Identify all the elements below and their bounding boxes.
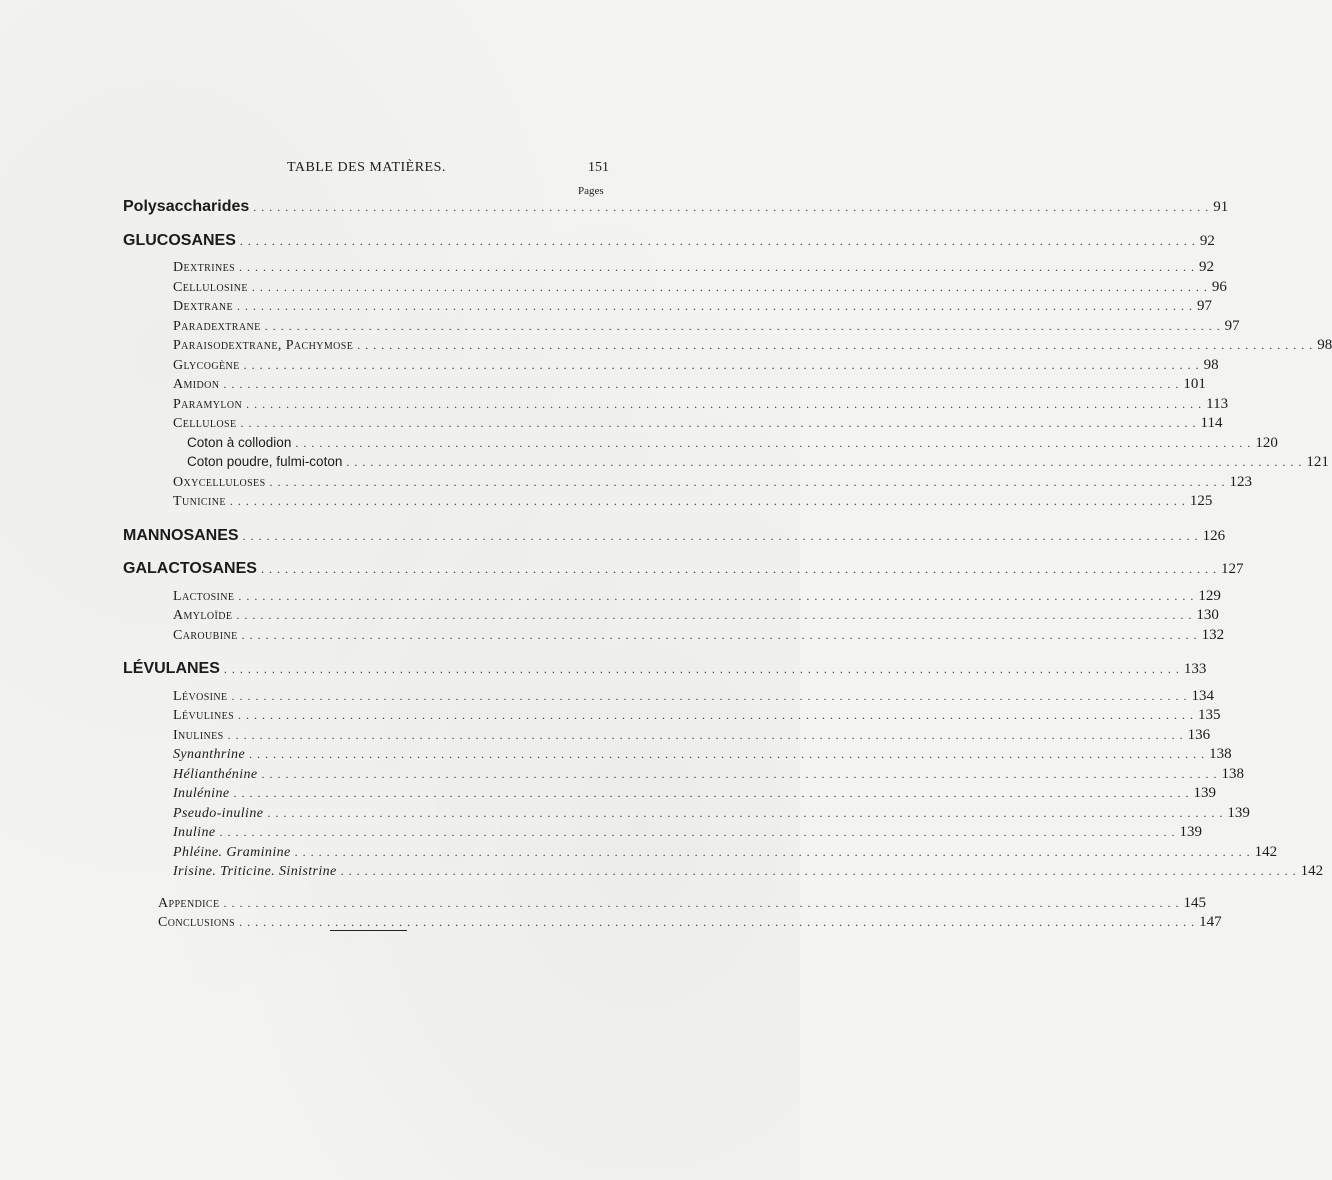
toc-entry-page: 127	[1220, 561, 1244, 577]
page-title: TABLE DES MATIÈRES.	[287, 160, 446, 175]
dot-leader: . . . . . . . . . . . . . . . . . . . . . . . . . . . . . . . . . . . . . . . . . . . . . . . . . . . . . . . . . . . . . . . . . . . . . . . . . . . . . . . . . . . . . . . . . . . . . . . . . . . . . . . . . . . . . . . . . . . . . . . .	[260, 562, 1217, 576]
dot-leader: . . . . . . . . . . . . . . . . . . . . . . . . . . . . . . . . . . . . . . . . . . . . . . . . . . . . . . . . . . . . . . . . . . . . . . . . . . . . . . . . . . . . . . . . . . . . . . . . . . . . . . . . . . . . . . . . . . . . . . . .	[239, 233, 1196, 248]
dot-leader: . . . . . . . . . . . . . . . . . . . . . . . . . . . . . . . . . . . . . . . . . . . . . . . . . . . . . . . . . . . . . . . . . . . . . . . . . . . . . . . . . . . . . . . . . . . . . . . . . . . . . . . . . . . . . . . . . . . . . . . .	[223, 377, 1180, 391]
dot-leader: . . . . . . . . . . . . . . . . . . . . . . . . . . . . . . . . . . . . . . . . . . . . . . . . . . . . . . . . . . . . . . . . . . . . . . . . . . . . . . . . . . . . . . . . . . . . . . . . . . . . . . . . . . . . . . . . . . . . . . . .	[264, 318, 1221, 333]
dot-leader: . . . . . . . . . . . . . . . . . . . . . . . . . . . . . . . . . . . . . . . . . . . . . . . . . . . . . . . . . . . . . . . . . . . . . . . . . . . . . . . . . . . . . . . . . . . . . . . . . . . . . . . . . . . . . . . . . . . . . . . .	[219, 825, 1176, 839]
toc-entry-title: Lactosine	[173, 588, 235, 604]
toc-entry-title: Tunicine	[173, 494, 226, 509]
table-of-contents	[0, 198, 1332, 934]
toc-entry	[0, 231, 1215, 252]
dot-leader: . . . . . . . . . . . . . . . . . . . . . . . . . . . . . . . . . . . . . . . . . . . . . . . . . . . . . . . . . . . . . . . . . . . . . . . . . . . . . . . . . . . . . . . . . . . . . . . . . . . . . . . . . . . . . . . . . . . . . . . .	[233, 786, 1190, 800]
toc-entry	[0, 337, 1332, 357]
toc-entry-page: 98	[1317, 337, 1332, 353]
toc-entry-title: MANNOSANES	[123, 526, 239, 544]
toc-entry-title: Inulines	[173, 727, 224, 743]
toc-entry-title: Lévosine	[173, 688, 228, 704]
toc-entry-page: 133	[1183, 661, 1207, 677]
toc-entry-page: 139	[1227, 804, 1250, 821]
toc-entry-title: Inuline	[173, 825, 216, 840]
toc-entry-title: Caroubine	[173, 627, 238, 643]
toc-entry-title: Dextrines	[173, 260, 236, 275]
toc-entry-page: 145	[1183, 894, 1206, 911]
toc-entry-page: 120	[1255, 434, 1278, 451]
toc-entry	[0, 395, 1229, 416]
dot-leader: . . . . . . . . . . . . . . . . . . . . . . . . . . . . . . . . . . . . . . . . . . . . . . . . . . . . . . . . . . . . . . . . . . . . . . . . . . . . . . . . . . . . . . . . . . . . . . . . . . . . . . . . . . . . . . . . . . . . . . . .	[231, 688, 1188, 703]
toc-entry	[0, 726, 1211, 747]
toc-entry-page: 136	[1187, 726, 1211, 743]
toc-entry	[0, 804, 1250, 825]
toc-entry-page: 147	[1199, 914, 1222, 930]
toc-entry-page: 121	[1306, 454, 1329, 470]
toc-entry	[0, 198, 1229, 218]
toc-entry-title: Cellulosine	[173, 279, 248, 295]
dot-leader: . . . . . . . . . . . . . . . . . . . . . . . . . . . . . . . . . . . . . . . . . . . . . . . . . . . . . . . . . . . . . . . . . . . . . . . . . . . . . . . . . . . . . . . . . . . . . . . . . . . . . . . . . . . . . . . . . . . . . . . .	[240, 416, 1197, 430]
toc-entry-title: Glycogène	[173, 357, 240, 373]
toc-entry-page: 92	[1199, 232, 1215, 249]
dot-leader: . . . . . . . . . . . . . . . . . . . . . . . . . . . . . . . . . . . . . . . . . . . . . . . . . . . . . . . . . . . . . . . . . . . . . . . . . . . . . . . . . . . . . . . . . . . . . . . . . . . . . . . . . . . . . . . . . . . . . . . .	[267, 805, 1224, 820]
toc-entry-title: Dextrane	[173, 299, 233, 314]
toc-entry-page: 125	[1189, 493, 1213, 509]
toc-entry-title: Paramylon	[173, 396, 243, 412]
toc-entry	[0, 894, 1206, 915]
toc-entry-page: 114	[1200, 415, 1223, 431]
toc-entry-title: Phléine. Graminine	[173, 844, 291, 860]
toc-entry	[0, 560, 1244, 580]
toc-entry	[0, 843, 1278, 864]
toc-entry-title: Oxycelluloses	[173, 474, 266, 490]
dot-leader: . . . . . . . . . . . . . . . . . . . . . . . . . . . . . . . . . . . . . . . . . . . . . . . . . . . . . . . . . . . . . . . . . . . . . . . . . . . . . . . . . . . . . . . . . . . . . . . . . . . . . . . . . . . . . . . . . . . . . . . .	[269, 474, 1226, 489]
dot-leader: . . . . . . . . . . . . . . . . . . . . . . . . . . . . . . . . . . . . . . . . . . . . . . . . . . . . . . . . . . . . . . . . . . . . . . . . . . . . . . . . . . . . . . . . . . . . . . . . . . . . . . . . . . . . . . . . . . . . . . . .	[294, 844, 1251, 859]
toc-entry-title: Lévulines	[173, 708, 235, 723]
toc-entry	[0, 259, 1215, 279]
dot-leader: . . . . . . . . . . . . . . . . . . . . . . . . . . . . . . . . . . . . . . . . . . . . . . . . . . . . . . . . . . . . . . . . . . . . . . . . . . . . . . . . . . . . . . . . . . . . . . . . . . . . . . . . . . . . . . . . . . . . . . . .	[229, 494, 1186, 508]
toc-entry	[0, 473, 1253, 494]
toc-entry-page: 97	[1224, 317, 1240, 334]
toc-entry-page: 138	[1221, 765, 1245, 782]
dot-leader: . . . . . . . . . . . . . . . . . . . . . . . . . . . . . . . . . . . . . . . . . . . . . . . . . . . . . . . . . . . . . . . . . . . . . . . . . . . . . . . . . . . . . . . . . . . . . . . . . . . . . . . . . . . . . . . . . . . . . . . .	[227, 727, 1184, 742]
toc-entry-title: GALACTOSANES	[123, 560, 257, 577]
toc-entry	[0, 660, 1207, 680]
toc-entry	[0, 746, 1232, 766]
toc-entry-title: Coton à collodion	[187, 434, 292, 450]
toc-entry	[0, 765, 1245, 786]
toc-entry-title: Cellulose	[173, 416, 237, 431]
toc-entry-page: 98	[1203, 356, 1219, 373]
page-number: 151	[588, 160, 609, 175]
toc-entry-page: 130	[1196, 607, 1219, 623]
toc-entry-page: 139	[1179, 824, 1202, 840]
dot-leader: . . . . . . . . . . . . . . . . . . . . . . . . . . . . . . . . . . . . . . . . . . . . . . . . . . . . . . . . . . . . . . . . . . . . . . . . . . . . . . . . . . . . . . . . . . . . . . . . . . . . . . . . . . . . . . . . . . . . . . . .	[261, 766, 1218, 781]
toc-entry	[0, 434, 1278, 455]
toc-entry-title: Amyloïde	[173, 608, 233, 623]
dot-leader: . . . . . . . . . . . . . . . . . . . . . . . . . . . . . . . . . . . . . . . . . . . . . . . . . . . . . . . . . . . . . . . . . . . . . . . . . . . . . . . . . . . . . . . . . . . . . . . . . . . . . . . . . . . . . . . . . . . . . . . .	[251, 279, 1208, 294]
toc-entry-page: 142	[1254, 843, 1278, 860]
toc-entry-title: Hélianthénine	[173, 766, 258, 782]
dot-leader: . . . . . . . . . . . . . . . . . . . . . . . . . . . . . . . . . . . . . . . . . . . . . . . . . . . . . . . . . . . . . . . . . . . . . . . . . . . . . . . . . . . . . . . . . . . . . . . . . . . . . . . . . . . . . . . . . . . . . . . .	[340, 864, 1297, 878]
toc-entry-title: Inulénine	[173, 786, 230, 801]
dot-leader: . . . . . . . . . . . . . . . . . . . . . . . . . . . . . . . . . . . . . . . . . . . . . . . . . . . . . . . . . . . . . . . . . . . . . . . . . . . . . . . . . . . . . . . . . . . . . . . . . . . . . . . . . . . . . . . . . . . . . . . .	[253, 200, 1210, 214]
dot-leader: . . . . . . . . . . . . . . . . . . . . . . . . . . . . . . . . . . . . . . . . . . . . . . . . . . . . . . . . . . . . . . . . . . . . . . . . . . . . . . . . . . . . . . . . . . . . . . . . . . . . . . . . . . . . . . . . . . . . . . . .	[249, 747, 1206, 761]
toc-entry	[0, 707, 1221, 727]
toc-entry-title: Synanthrine	[173, 747, 246, 762]
toc-entry	[0, 415, 1223, 435]
toc-entry-page: 139	[1193, 785, 1216, 801]
toc-entry-page: 142	[1300, 863, 1324, 879]
dot-leader: . . . . . . . . . . . . . . . . . . . . . . . . . . . . . . . . . . . . . . . . . . . . . . . . . . . . . . . . . . . . . . . . . . . . . . . . . . . . . . . . . . . . . . . . . . . . . . . . . . . . . . . . . . . . . . . . . . . . . . . .	[223, 662, 1180, 676]
toc-entry-page: 129	[1198, 587, 1221, 604]
toc-entry-page: 97	[1196, 298, 1212, 314]
dot-leader: . . . . . . . . . . . . . . . . . . . . . . . . . . . . . . . . . . . . . . . . . . . . . . . . . . . . . . . . . . . . . . . . . . . . . . . . . . . . . . . . . . . . . . . . . . . . . . . . . . . . . . . . . . . . . . . . . . . . . . . .	[295, 435, 1252, 450]
dot-leader: . . . . . . . . . . . . . . . . . . . . . . . . . . . . . . . . . . . . . . . . . . . . . . . . . . . . . . . . . . . . . . . . . . . . . . . . . . . . . . . . . . . . . . . . . . . . . . . . . . . . . . . . . . . . . . . . . . . . . . . .	[239, 915, 1196, 929]
toc-entry	[0, 298, 1212, 318]
toc-entry	[0, 626, 1225, 647]
toc-entry-title: Paradextrane	[173, 318, 261, 334]
toc-entry	[0, 454, 1329, 474]
toc-entry	[0, 785, 1216, 805]
toc-entry	[0, 376, 1206, 396]
toc-entry-page: 134	[1191, 687, 1215, 704]
toc-entry-title: GLUCOSANES	[123, 231, 236, 249]
dot-leader: . . . . . . . . . . . . . . . . . . . . . . . . . . . . . . . . . . . . . . . . . . . . . . . . . . . . . . . . . . . . . . . . . . . . . . . . . . . . . . . . . . . . . . . . . . . . . . . . . . . . . . . . . . . . . . . . . . . . . . . .	[246, 396, 1203, 411]
toc-entry	[0, 687, 1215, 708]
toc-entry-title: Conclusions	[158, 915, 236, 930]
dot-leader: . . . . . . . . . . . . . . . . . . . . . . . . . . . . . . . . . . . . . . . . . . . . . . . . . . . . . . . . . . . . . . . . . . . . . . . . . . . . . . . . . . . . . . . . . . . . . . . . . . . . . . . . . . . . . . . . . . . . . . . .	[236, 608, 1193, 622]
toc-entry-page: 96	[1211, 278, 1227, 295]
running-head	[0, 160, 800, 180]
toc-entry-page: 132	[1201, 626, 1225, 643]
pages-column-label: Pages	[578, 185, 604, 197]
toc-entry-title: Appendice	[158, 895, 220, 911]
toc-entry	[0, 587, 1221, 608]
toc-entry-page: 92	[1199, 259, 1215, 275]
dot-leader: . . . . . . . . . . . . . . . . . . . . . . . . . . . . . . . . . . . . . . . . . . . . . . . . . . . . . . . . . . . . . . . . . . . . . . . . . . . . . . . . . . . . . . . . . . . . . . . . . . . . . . . . . . . . . . . . . . . . . . . .	[223, 895, 1180, 910]
toc-entry-title: Irisine. Triticine. Sinistrine	[173, 864, 337, 879]
toc-entry	[0, 278, 1227, 299]
toc-entry	[0, 526, 1226, 547]
toc-entry-title: Amidon	[173, 377, 220, 392]
toc-entry-page: 113	[1206, 395, 1229, 412]
dot-leader: . . . . . . . . . . . . . . . . . . . . . . . . . . . . . . . . . . . . . . . . . . . . . . . . . . . . . . . . . . . . . . . . . . . . . . . . . . . . . . . . . . . . . . . . . . . . . . . . . . . . . . . . . . . . . . . . . . . . . . . .	[346, 455, 1303, 469]
dot-leader: . . . . . . . . . . . . . . . . . . . . . . . . . . . . . . . . . . . . . . . . . . . . . . . . . . . . . . . . . . . . . . . . . . . . . . . . . . . . . . . . . . . . . . . . . . . . . . . . . . . . . . . . . . . . . . . . . . . . . . . .	[242, 528, 1199, 543]
toc-entry-page: 123	[1229, 473, 1253, 490]
dot-leader: . . . . . . . . . . . . . . . . . . . . . . . . . . . . . . . . . . . . . . . . . . . . . . . . . . . . . . . . . . . . . . . . . . . . . . . . . . . . . . . . . . . . . . . . . . . . . . . . . . . . . . . . . . . . . . . . . . . . . . . .	[236, 299, 1193, 313]
toc-entry-page: 138	[1209, 746, 1232, 762]
dot-leader: . . . . . . . . . . . . . . . . . . . . . . . . . . . . . . . . . . . . . . . . . . . . . . . . . . . . . . . . . . . . . . . . . . . . . . . . . . . . . . . . . . . . . . . . . . . . . . . . . . . . . . . . . . . . . . . . . . . . . . . .	[241, 627, 1198, 642]
toc-entry	[0, 493, 1213, 513]
dot-leader: . . . . . . . . . . . . . . . . . . . . . . . . . . . . . . . . . . . . . . . . . . . . . . . . . . . . . . . . . . . . . . . . . . . . . . . . . . . . . . . . . . . . . . . . . . . . . . . . . . . . . . . . . . . . . . . . . . . . . . . .	[239, 260, 1196, 274]
toc-entry-page: 91	[1213, 199, 1229, 215]
toc-entry	[0, 824, 1202, 844]
toc-entry-page: 126	[1202, 527, 1226, 544]
dot-leader: . . . . . . . . . . . . . . . . . . . . . . . . . . . . . . . . . . . . . . . . . . . . . . . . . . . . . . . . . . . . . . . . . . . . . . . . . . . . . . . . . . . . . . . . . . . . . . . . . . . . . . . . . . . . . . . . . . . . . . . .	[238, 588, 1195, 603]
toc-entry	[0, 863, 1324, 883]
toc-entry-title: Pseudo-inuline	[173, 805, 264, 821]
toc-entry-title: Paraisodextrane, Pachymose	[173, 338, 354, 353]
dot-leader: . . . . . . . . . . . . . . . . . . . . . . . . . . . . . . . . . . . . . . . . . . . . . . . . . . . . . . . . . . . . . . . . . . . . . . . . . . . . . . . . . . . . . . . . . . . . . . . . . . . . . . . . . . . . . . . . . . . . . . . .	[357, 338, 1314, 352]
toc-entry	[0, 607, 1219, 627]
toc-entry-title: LÉVULANES	[123, 660, 220, 677]
toc-entry-page: 101	[1183, 376, 1206, 392]
toc-entry	[0, 914, 1222, 934]
toc-entry-page: 135	[1198, 707, 1221, 723]
toc-entry	[0, 317, 1240, 338]
toc-entry-title: Polysaccharides	[123, 198, 250, 215]
dot-leader: . . . . . . . . . . . . . . . . . . . . . . . . . . . . . . . . . . . . . . . . . . . . . . . . . . . . . . . . . . . . . . . . . . . . . . . . . . . . . . . . . . . . . . . . . . . . . . . . . . . . . . . . . . . . . . . . . . . . . . . .	[238, 708, 1195, 722]
closing-rule	[330, 930, 407, 931]
dot-leader: . . . . . . . . . . . . . . . . . . . . . . . . . . . . . . . . . . . . . . . . . . . . . . . . . . . . . . . . . . . . . . . . . . . . . . . . . . . . . . . . . . . . . . . . . . . . . . . . . . . . . . . . . . . . . . . . . . . . . . . .	[243, 357, 1200, 372]
toc-entry	[0, 356, 1219, 377]
toc-entry-title: Coton poudre, fulmi-coton	[187, 454, 343, 469]
